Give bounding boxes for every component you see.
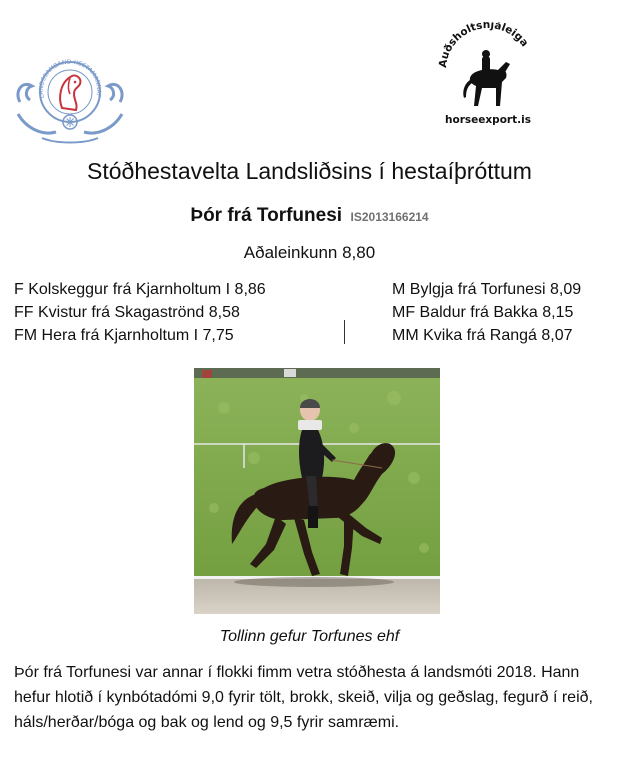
pedigree-dam-side (392, 278, 581, 347)
main-score: Aðaleinkunn 8,80 (243, 243, 376, 262)
logo-arc-text: Auðsholtshjáleiga (436, 22, 531, 69)
registration-number: IS2013166214 (350, 210, 429, 224)
horse-photo (194, 368, 440, 614)
lh-logo (12, 52, 128, 144)
pedigree-sire: F Kolskeggur frá Kjarnholtum I 8,86 (14, 281, 266, 298)
audsholtshjaleiga-logo (432, 22, 544, 134)
pedigree-dam: M Bylgja frá Torfunesi 8,09 (392, 281, 582, 298)
pedigree-divider (344, 320, 345, 344)
logo-website-text: horseexport.is (445, 114, 531, 126)
pedigree-sire-side (14, 278, 266, 347)
lh-logo-ring-text: LANDSSAMBAND HESTAMANNAF (37, 58, 103, 100)
horse-heading (0, 205, 619, 227)
page-title: Stóðhestavelta Landsliðsins í hestaíþróttum (87, 158, 532, 184)
pedigree-dam-dam: MM Kvika frá Rangá 8,07 (392, 327, 573, 344)
photo-caption: Tollinn gefur Torfunes ehf (219, 628, 400, 645)
pedigree-dam-sire: MF Baldur frá Bakka 8,15 (392, 304, 574, 321)
description-paragraph: Þór frá Torfunesi var annar í flokki fimm vetra stóðhesta á landsmóti 2018. Hann hefur hlotið í kynbótadómi 9,0 fyrir tölt, brokk, skeið, vilja og geðslag, fegurð í reið, háls/herðar/bóga og bak og lend og 9,5 fyrir samræmi. (14, 664, 593, 731)
pedigree-sire-sire: FF Kvistur frá Skagaströnd 8,58 (14, 304, 240, 321)
pedigree-sire-dam: FM Hera frá Kjarnholtum I 7,75 (14, 327, 234, 344)
horse-name: Þór frá Torfunesi (190, 205, 343, 226)
